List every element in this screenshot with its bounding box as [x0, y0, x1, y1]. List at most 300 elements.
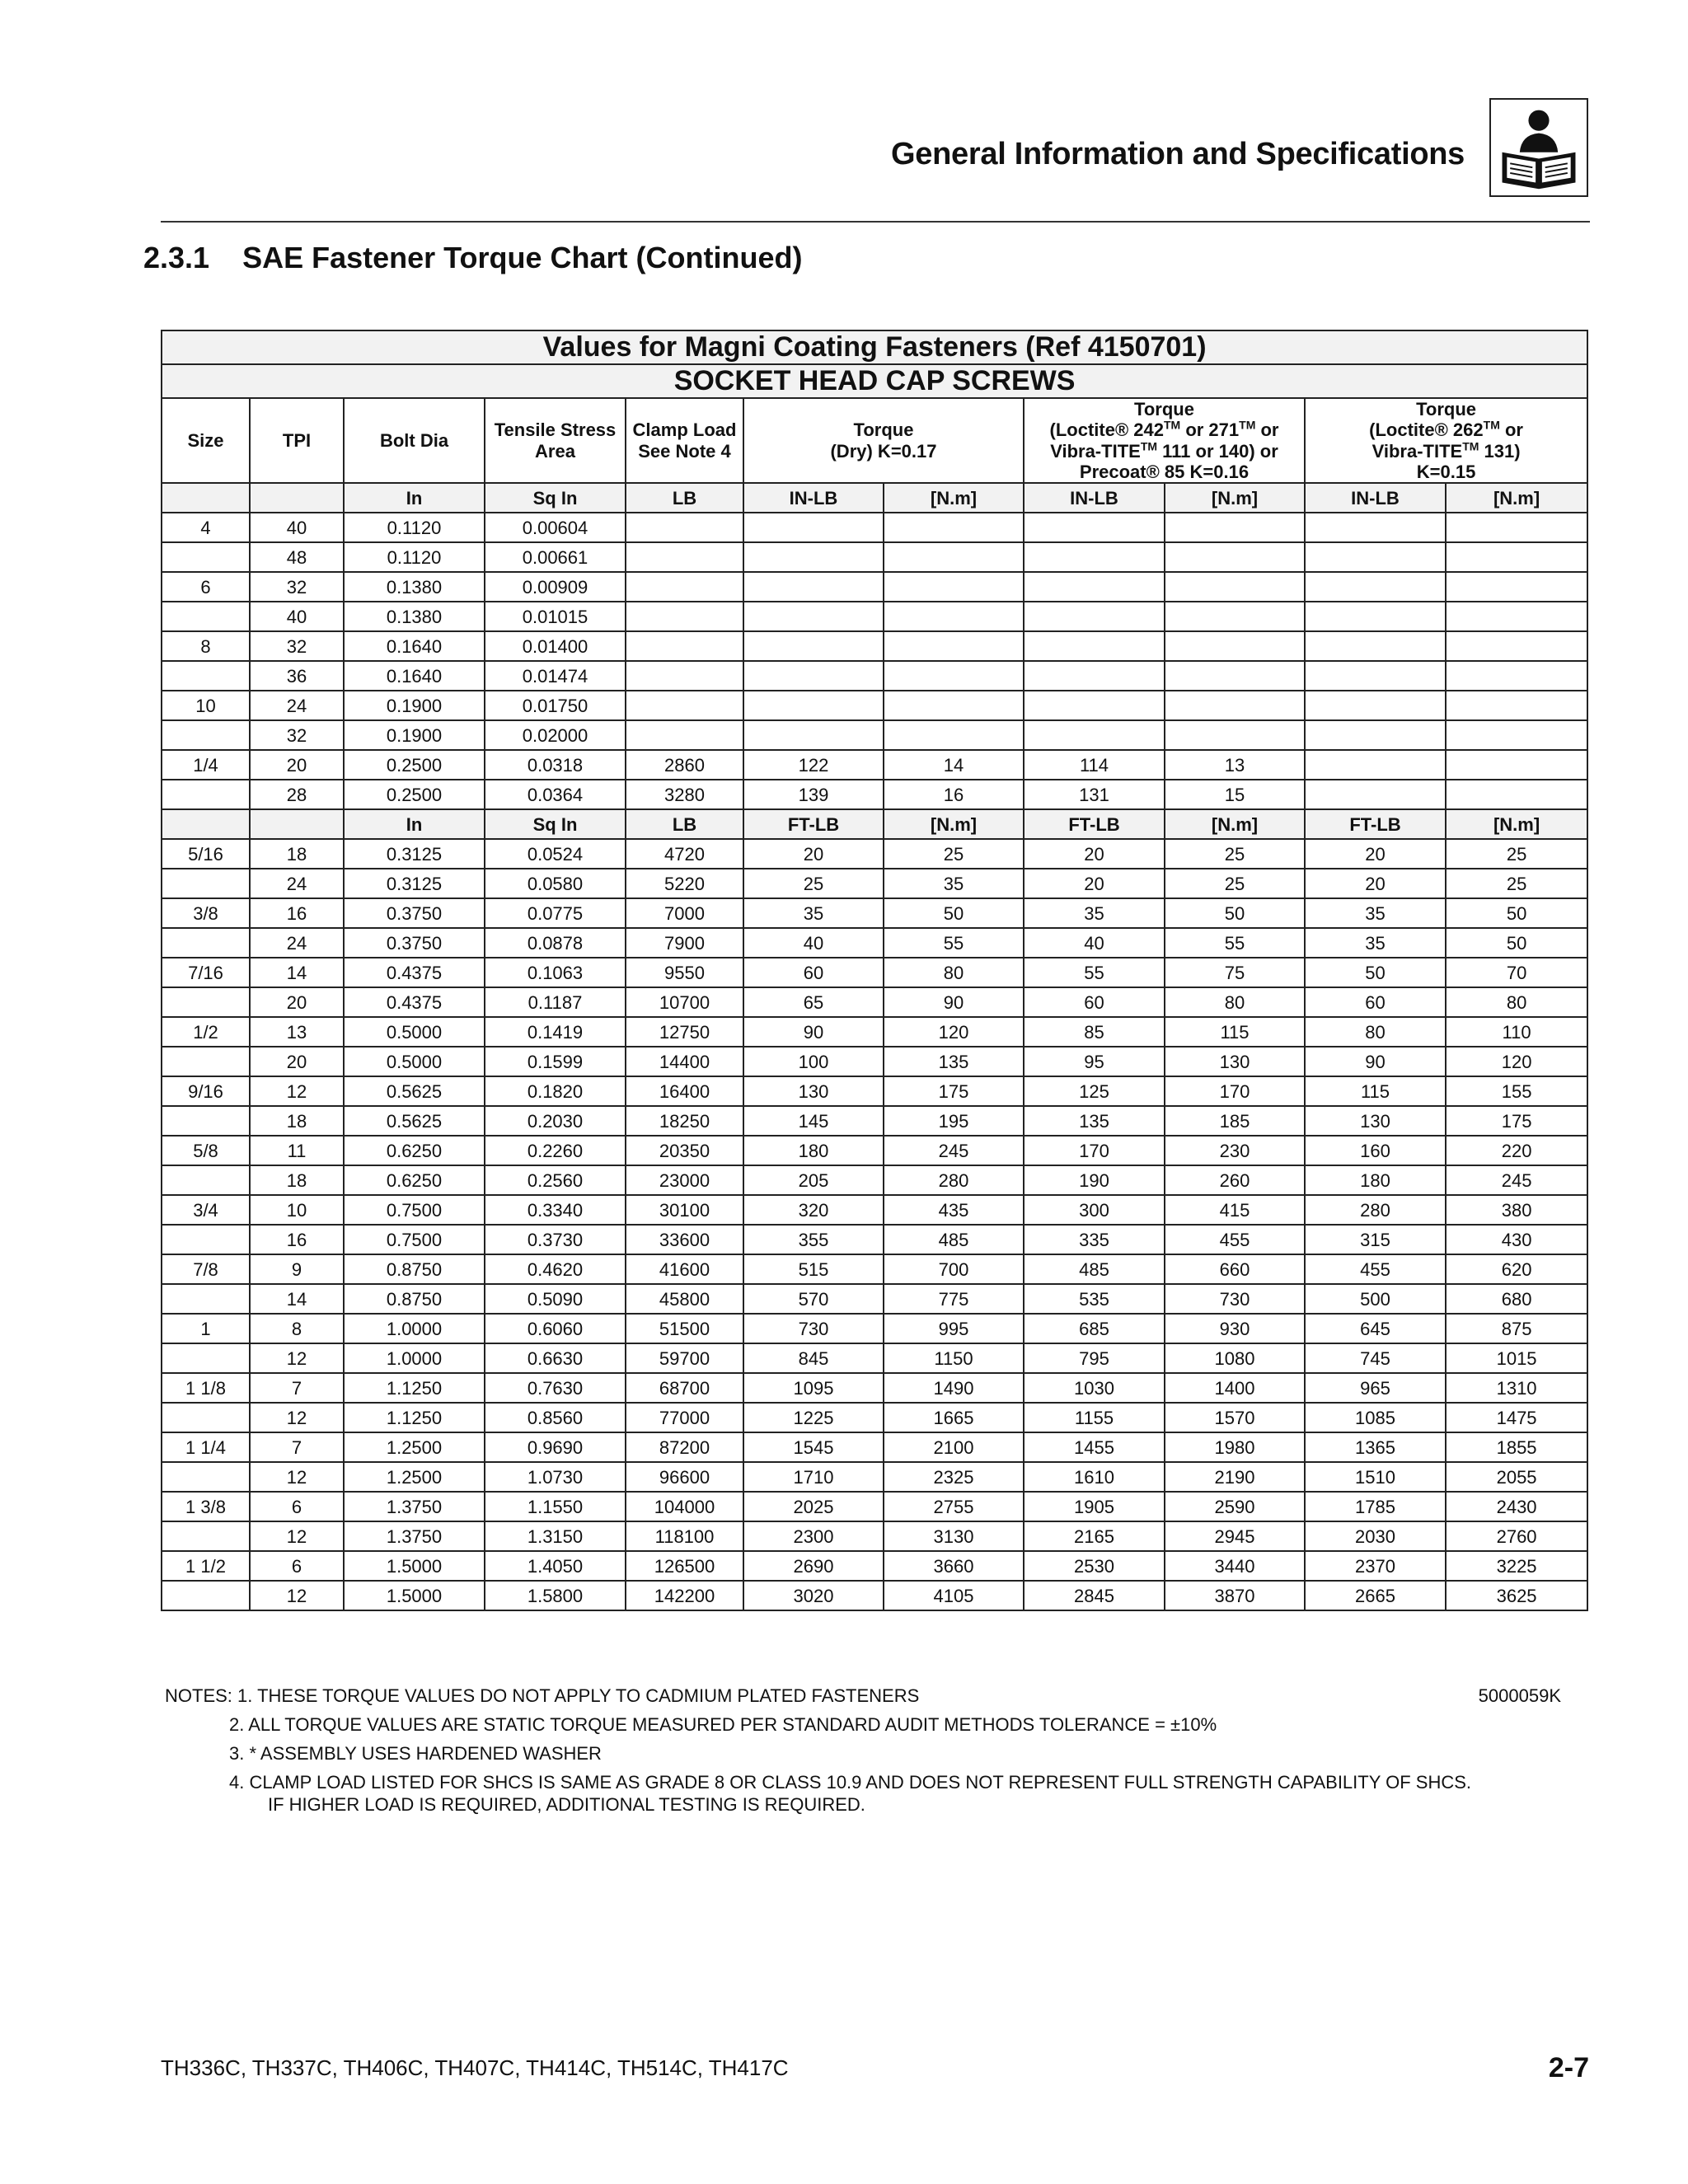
- table-cell: 40: [1024, 928, 1165, 958]
- table-cell: [162, 542, 250, 572]
- table-cell: 50: [884, 898, 1024, 928]
- table-cell: 70: [1446, 958, 1587, 987]
- table-cell: [162, 928, 250, 958]
- dry-line2: (Dry) K=0.17: [830, 440, 937, 462]
- table-cell: [162, 1462, 250, 1492]
- table-cell: 0.2560: [485, 1165, 626, 1195]
- table-cell: [743, 513, 884, 542]
- table-cell: [626, 631, 743, 661]
- unit-cell: [162, 809, 250, 839]
- table-cell: 10: [250, 1195, 344, 1225]
- table-cell: 355: [743, 1225, 884, 1254]
- note-4: 4. CLAMP LOAD LISTED FOR SHCS IS SAME AS GRADE 8 OR CLASS 10.9 AND DOES NOT REPRESENT FULL STRENGTH CAPABILITY OF SHCS.: [229, 1772, 1471, 1793]
- table-cell: 48: [250, 542, 344, 572]
- l262-line3b: 131): [1479, 440, 1521, 462]
- table-cell: 8: [250, 1314, 344, 1343]
- table-cell: 0.1187: [485, 987, 626, 1017]
- table-cell: 16: [884, 780, 1024, 809]
- table-cell: 120: [884, 1017, 1024, 1047]
- table-row: [162, 1343, 1587, 1373]
- table-cell: 0.1640: [344, 661, 485, 691]
- table-cell: 7/8: [162, 1254, 250, 1284]
- table-cell: 1.1250: [344, 1373, 485, 1403]
- table-cell: 85: [1024, 1017, 1165, 1047]
- table-cell: [1024, 691, 1165, 720]
- table-cell: 0.3750: [344, 898, 485, 928]
- table-row: [162, 1403, 1587, 1432]
- table-cell: 0.1120: [344, 513, 485, 542]
- table-cell: 2030: [1305, 1521, 1446, 1551]
- table-cell: 0.1640: [344, 631, 485, 661]
- page-header-title: General Information and Specifications: [891, 137, 1465, 171]
- table-cell: [1305, 572, 1446, 602]
- table-cell: 0.1820: [485, 1076, 626, 1106]
- table-cell: 730: [1165, 1284, 1305, 1314]
- unit-cell: FT-LB: [743, 809, 884, 839]
- table-cell: 0.8750: [344, 1254, 485, 1284]
- l242-line2a: (Loctite® 242: [1049, 419, 1164, 441]
- table-cell: 180: [743, 1136, 884, 1165]
- table-cell: 220: [1446, 1136, 1587, 1165]
- table-cell: 3440: [1165, 1551, 1305, 1581]
- table-cell: [743, 572, 884, 602]
- table-cell: [1165, 631, 1305, 661]
- table-cell: 16400: [626, 1076, 743, 1106]
- table-cell: 2300: [743, 1521, 884, 1551]
- table-row: [162, 572, 1587, 602]
- table-cell: 0.3125: [344, 869, 485, 898]
- table-cell: [1024, 661, 1165, 691]
- table-cell: 7000: [626, 898, 743, 928]
- table-cell: 20: [1305, 839, 1446, 869]
- table-cell: 40: [743, 928, 884, 958]
- table-cell: 90: [884, 987, 1024, 1017]
- table-cell: 110: [1446, 1017, 1587, 1047]
- table-cell: 14: [250, 1284, 344, 1314]
- table-row: [162, 958, 1587, 987]
- table-cell: 0.2500: [344, 750, 485, 780]
- table-cell: 12750: [626, 1017, 743, 1047]
- table-cell: 0.5625: [344, 1106, 485, 1136]
- table-cell: 0.3750: [344, 928, 485, 958]
- table-cell: [1446, 631, 1587, 661]
- table-cell: 20: [1305, 869, 1446, 898]
- note-4-continued: IF HIGHER LOAD IS REQUIRED, ADDITIONAL TESTING IS REQUIRED.: [268, 1794, 865, 1815]
- table-cell: 1155: [1024, 1403, 1165, 1432]
- table-cell: [1446, 750, 1587, 780]
- table-cell: 9: [250, 1254, 344, 1284]
- table-cell: 20: [1024, 869, 1165, 898]
- table-cell: 180: [1305, 1165, 1446, 1195]
- table-cell: 0.1120: [344, 542, 485, 572]
- table-row: [162, 1254, 1587, 1284]
- table-cell: 745: [1305, 1343, 1446, 1373]
- table-cell: 30100: [626, 1195, 743, 1225]
- table-cell: 6: [250, 1551, 344, 1581]
- table-cell: 122: [743, 750, 884, 780]
- table-cell: [162, 869, 250, 898]
- table-cell: 1.0000: [344, 1343, 485, 1373]
- l262-line3a: Vibra-TITE: [1372, 440, 1463, 462]
- table-cell: [884, 720, 1024, 750]
- table-cell: 0.0318: [485, 750, 626, 780]
- table-cell: 90: [743, 1017, 884, 1047]
- table-cell: 3660: [884, 1551, 1024, 1581]
- table-cell: [743, 691, 884, 720]
- table-cell: 535: [1024, 1284, 1165, 1314]
- table-cell: 0.5090: [485, 1284, 626, 1314]
- table-title: Values for Magni Coating Fasteners (Ref 4150701): [162, 330, 1587, 364]
- table-cell: 1855: [1446, 1432, 1587, 1462]
- table-cell: 7900: [626, 928, 743, 958]
- table-cell: 126500: [626, 1551, 743, 1581]
- table-cell: 1.5000: [344, 1551, 485, 1581]
- table-cell: 2755: [884, 1492, 1024, 1521]
- l242-line4: Precoat® 85 K=0.16: [1079, 462, 1250, 483]
- table-cell: 18250: [626, 1106, 743, 1136]
- table-cell: 1610: [1024, 1462, 1165, 1492]
- table-cell: 20: [1024, 839, 1165, 869]
- table-cell: 36: [250, 661, 344, 691]
- table-cell: [1305, 691, 1446, 720]
- table-row: [162, 1551, 1587, 1581]
- table-cell: [884, 542, 1024, 572]
- table-cell: 1490: [884, 1373, 1024, 1403]
- table-cell: 0.0580: [485, 869, 626, 898]
- table-cell: 2945: [1165, 1521, 1305, 1551]
- person-reading-book-icon: [1489, 98, 1588, 197]
- table-row: [162, 750, 1587, 780]
- table-cell: 1310: [1446, 1373, 1587, 1403]
- table-cell: 1.0730: [485, 1462, 626, 1492]
- table-cell: 3/8: [162, 898, 250, 928]
- table-cell: 2845: [1024, 1581, 1165, 1610]
- table-row: [162, 839, 1587, 869]
- table-cell: [1305, 542, 1446, 572]
- table-cell: [743, 602, 884, 631]
- unit-cell: [162, 483, 250, 513]
- table-cell: 0.0364: [485, 780, 626, 809]
- unit-cell: [N.m]: [1165, 809, 1305, 839]
- table-cell: [1446, 720, 1587, 750]
- header-bolt-dia: Bolt Dia: [344, 398, 485, 483]
- table-cell: 114: [1024, 750, 1165, 780]
- table-cell: 1225: [743, 1403, 884, 1432]
- table-cell: 845: [743, 1343, 884, 1373]
- table-cell: 0.6630: [485, 1343, 626, 1373]
- table-subtitle: SOCKET HEAD CAP SCREWS: [162, 364, 1587, 398]
- table-cell: 6: [162, 572, 250, 602]
- table-cell: 2760: [1446, 1521, 1587, 1551]
- table-cell: 3/4: [162, 1195, 250, 1225]
- unit-cell: IN-LB: [1305, 483, 1446, 513]
- table-cell: 130: [1165, 1047, 1305, 1076]
- table-cell: 80: [884, 958, 1024, 987]
- table-row: [162, 1017, 1587, 1047]
- page-number: 2-7: [1548, 2052, 1589, 2083]
- table-row: [162, 513, 1587, 542]
- unit-cell: [250, 483, 344, 513]
- table-cell: 1030: [1024, 1373, 1165, 1403]
- table-cell: [884, 631, 1024, 661]
- table-cell: [626, 720, 743, 750]
- table-cell: 1365: [1305, 1432, 1446, 1462]
- table-cell: 118100: [626, 1521, 743, 1551]
- table-row: [162, 1136, 1587, 1165]
- table-cell: 15: [1165, 780, 1305, 809]
- table-row: [162, 661, 1587, 691]
- table-cell: 335: [1024, 1225, 1165, 1254]
- table-cell: 1.1550: [485, 1492, 626, 1521]
- table-row: [162, 1225, 1587, 1254]
- table-cell: 570: [743, 1284, 884, 1314]
- table-cell: 1150: [884, 1343, 1024, 1373]
- table-cell: 1.5800: [485, 1581, 626, 1610]
- table-row: [162, 1373, 1587, 1403]
- table-cell: 4105: [884, 1581, 1024, 1610]
- table-cell: 40: [250, 513, 344, 542]
- note-1: NOTES: 1. THESE TORQUE VALUES DO NOT APPLY TO CADMIUM PLATED FASTENERS: [165, 1685, 920, 1706]
- header-size: Size: [162, 398, 250, 483]
- table-row: [162, 1432, 1587, 1462]
- table-cell: [1305, 661, 1446, 691]
- table-cell: [162, 1225, 250, 1254]
- table-cell: 0.3340: [485, 1195, 626, 1225]
- table-cell: 50: [1165, 898, 1305, 928]
- table-cell: [1446, 542, 1587, 572]
- table-cell: 25: [743, 869, 884, 898]
- table-cell: 60: [743, 958, 884, 987]
- table-body: [162, 483, 1587, 1610]
- table-cell: 680: [1446, 1284, 1587, 1314]
- table-row: [162, 780, 1587, 809]
- table-cell: 35: [1305, 898, 1446, 928]
- table-cell: 3130: [884, 1521, 1024, 1551]
- table-cell: 12: [250, 1521, 344, 1551]
- table-cell: 80: [1305, 1017, 1446, 1047]
- table-cell: 2325: [884, 1462, 1024, 1492]
- table-cell: 59700: [626, 1343, 743, 1373]
- table-cell: 142200: [626, 1581, 743, 1610]
- table-cell: 0.1900: [344, 691, 485, 720]
- table-cell: 9/16: [162, 1076, 250, 1106]
- header-torque-loctite-242: [1024, 398, 1305, 483]
- table-cell: [626, 513, 743, 542]
- table-cell: 0.2260: [485, 1136, 626, 1165]
- unit-cell: LB: [626, 809, 743, 839]
- l242-line3b: 111 or 140) or: [1157, 440, 1278, 462]
- table-cell: 130: [1305, 1106, 1446, 1136]
- table-cell: 1.0000: [344, 1314, 485, 1343]
- table-cell: 32: [250, 631, 344, 661]
- table-cell: 155: [1446, 1076, 1587, 1106]
- table-cell: 1545: [743, 1432, 884, 1462]
- table-cell: 0.01750: [485, 691, 626, 720]
- table-cell: 25: [1446, 839, 1587, 869]
- table-cell: 50: [1446, 898, 1587, 928]
- table-cell: 60: [1024, 987, 1165, 1017]
- table-cell: 1/4: [162, 750, 250, 780]
- header-divider: [161, 221, 1590, 223]
- table-cell: 1.3750: [344, 1521, 485, 1551]
- table-row: [162, 720, 1587, 750]
- clamp-line1: Clamp Load: [632, 419, 737, 441]
- table-row: [162, 987, 1587, 1017]
- table-cell: 87200: [626, 1432, 743, 1462]
- torque-table: [161, 330, 1588, 1611]
- table-cell: 620: [1446, 1254, 1587, 1284]
- table-row: [162, 1462, 1587, 1492]
- table-cell: [1446, 661, 1587, 691]
- table-cell: 1 1/2: [162, 1551, 250, 1581]
- table-cell: 245: [1446, 1165, 1587, 1195]
- l242-line1: Torque: [1134, 399, 1194, 420]
- table-row: [162, 1284, 1587, 1314]
- table-cell: [162, 780, 250, 809]
- table-cell: 68700: [626, 1373, 743, 1403]
- table-cell: [1024, 572, 1165, 602]
- table-cell: 2590: [1165, 1492, 1305, 1521]
- table-cell: 131: [1024, 780, 1165, 809]
- unit-cell: In: [344, 809, 485, 839]
- table-cell: 1 1/4: [162, 1432, 250, 1462]
- table-cell: 190: [1024, 1165, 1165, 1195]
- table-cell: 0.0524: [485, 839, 626, 869]
- table-cell: [743, 661, 884, 691]
- table-cell: 205: [743, 1165, 884, 1195]
- table-cell: 0.5625: [344, 1076, 485, 1106]
- table-cell: 1095: [743, 1373, 884, 1403]
- table-cell: [626, 602, 743, 631]
- table-row: [162, 869, 1587, 898]
- table-cell: 0.1063: [485, 958, 626, 987]
- table-cell: 1400: [1165, 1373, 1305, 1403]
- table-cell: 300: [1024, 1195, 1165, 1225]
- table-cell: [626, 691, 743, 720]
- table-cell: 10700: [626, 987, 743, 1017]
- table-cell: 0.3125: [344, 839, 485, 869]
- table-cell: 435: [884, 1195, 1024, 1225]
- table-cell: 515: [743, 1254, 884, 1284]
- table-cell: 0.4620: [485, 1254, 626, 1284]
- unit-cell: IN-LB: [1024, 483, 1165, 513]
- table-cell: 35: [884, 869, 1024, 898]
- table-cell: 195: [884, 1106, 1024, 1136]
- table-cell: 2055: [1446, 1462, 1587, 1492]
- table-cell: 1/2: [162, 1017, 250, 1047]
- table-cell: 0.2030: [485, 1106, 626, 1136]
- table-cell: [1446, 780, 1587, 809]
- section-heading: [143, 241, 802, 275]
- table-cell: [1165, 572, 1305, 602]
- header-tensile-stress-area: [485, 398, 626, 483]
- table-cell: 20: [250, 750, 344, 780]
- tensile-line1: Tensile Stress: [494, 419, 617, 441]
- table-cell: 3280: [626, 780, 743, 809]
- table-cell: [162, 661, 250, 691]
- table-cell: [884, 691, 1024, 720]
- table-cell: 16: [250, 898, 344, 928]
- table-cell: 1710: [743, 1462, 884, 1492]
- table-cell: 0.1380: [344, 602, 485, 631]
- table-cell: 485: [1024, 1254, 1165, 1284]
- clamp-line2: See Note 4: [638, 440, 731, 462]
- table-row: [162, 928, 1587, 958]
- unit-cell: IN-LB: [743, 483, 884, 513]
- table-cell: 2430: [1446, 1492, 1587, 1521]
- table-cell: 1085: [1305, 1403, 1446, 1432]
- table-cell: 20: [250, 1047, 344, 1076]
- table-cell: [1165, 602, 1305, 631]
- table-cell: [162, 1165, 250, 1195]
- l262-line2b: or: [1499, 419, 1523, 441]
- unit-cell: Sq In: [485, 483, 626, 513]
- table-cell: 6: [250, 1492, 344, 1521]
- table-cell: 13: [250, 1017, 344, 1047]
- table-row: [162, 631, 1587, 661]
- table-cell: 245: [884, 1136, 1024, 1165]
- table-cell: 280: [884, 1165, 1024, 1195]
- table-cell: 2165: [1024, 1521, 1165, 1551]
- table-cell: 0.4375: [344, 987, 485, 1017]
- table-cell: 230: [1165, 1136, 1305, 1165]
- table-cell: 1.4050: [485, 1551, 626, 1581]
- table-cell: 100: [743, 1047, 884, 1076]
- table-cell: [162, 720, 250, 750]
- table-cell: 115: [1305, 1076, 1446, 1106]
- table-cell: 775: [884, 1284, 1024, 1314]
- table-cell: [1305, 513, 1446, 542]
- table-cell: 1.3150: [485, 1521, 626, 1551]
- table-cell: 0.0878: [485, 928, 626, 958]
- table-cell: [1024, 542, 1165, 572]
- dry-line1: Torque: [853, 419, 914, 441]
- table-cell: 0.01400: [485, 631, 626, 661]
- table-row: [162, 542, 1587, 572]
- table-cell: 0.5000: [344, 1047, 485, 1076]
- table-cell: 0.5000: [344, 1017, 485, 1047]
- table-cell: 2860: [626, 750, 743, 780]
- table-cell: 115: [1165, 1017, 1305, 1047]
- table-cell: 500: [1305, 1284, 1446, 1314]
- table-cell: [884, 572, 1024, 602]
- table-cell: 40: [250, 602, 344, 631]
- note-2: 2. ALL TORQUE VALUES ARE STATIC TORQUE MEASURED PER STANDARD AUDIT METHODS TOLERANCE = ±10%: [229, 1714, 1217, 1735]
- table-cell: 2100: [884, 1432, 1024, 1462]
- table-cell: [1305, 720, 1446, 750]
- table-cell: 995: [884, 1314, 1024, 1343]
- table-cell: 20: [250, 987, 344, 1017]
- table-cell: 3625: [1446, 1581, 1587, 1610]
- table-cell: 25: [1165, 869, 1305, 898]
- unit-cell: Sq In: [485, 809, 626, 839]
- table-cell: 0.7500: [344, 1225, 485, 1254]
- table-cell: 55: [884, 928, 1024, 958]
- table-cell: 120: [1446, 1047, 1587, 1076]
- table-cell: 9550: [626, 958, 743, 987]
- table-cell: 0.2500: [344, 780, 485, 809]
- table-cell: 660: [1165, 1254, 1305, 1284]
- header-tpi: TPI: [250, 398, 344, 483]
- table-cell: 8: [162, 631, 250, 661]
- table-cell: 65: [743, 987, 884, 1017]
- table-cell: 45800: [626, 1284, 743, 1314]
- tm-mark: TM: [1140, 439, 1158, 453]
- table-row: [162, 1581, 1587, 1610]
- table-cell: 14: [250, 958, 344, 987]
- table-cell: [162, 987, 250, 1017]
- table-cell: 28: [250, 780, 344, 809]
